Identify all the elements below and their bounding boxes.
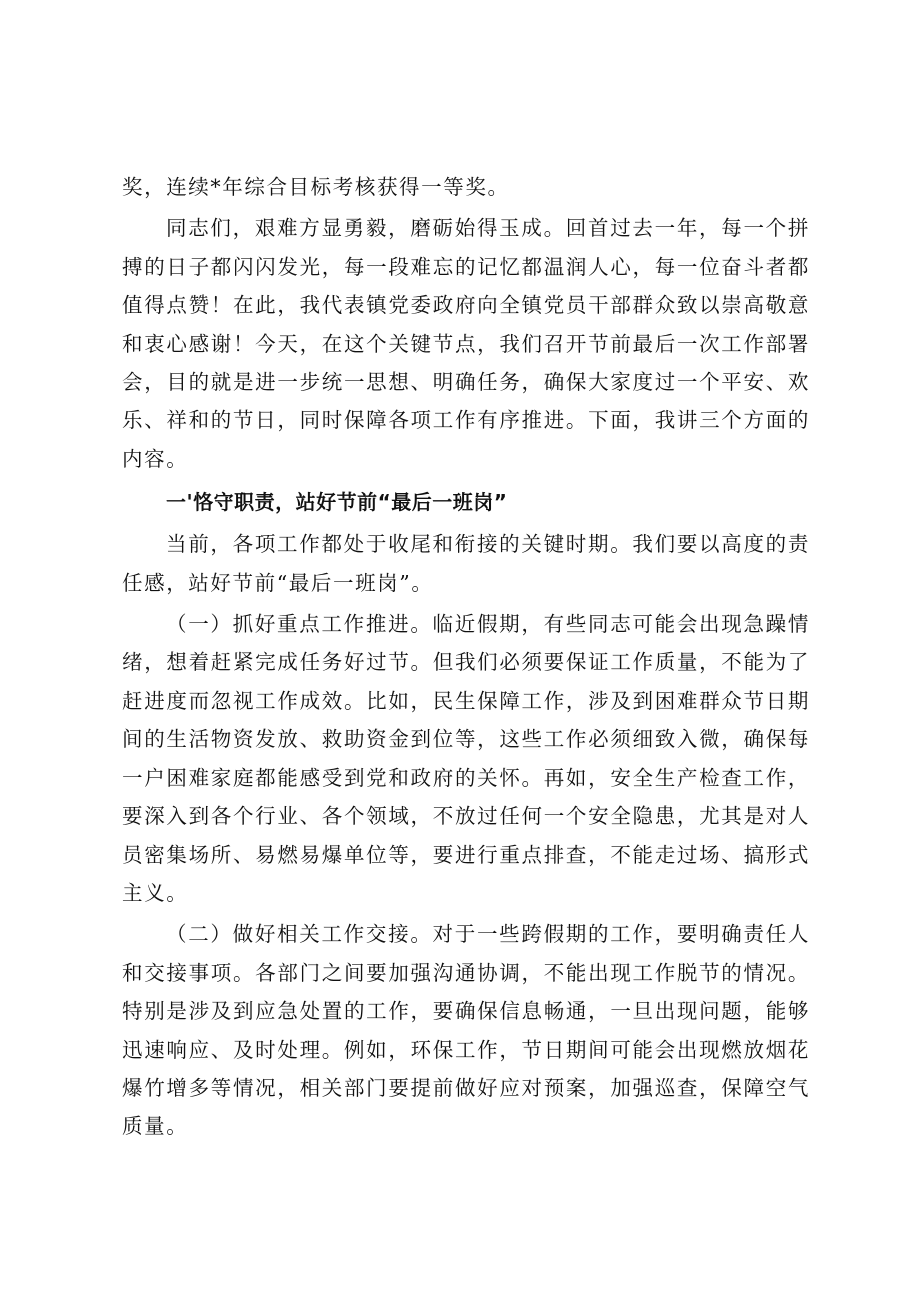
paragraph-opening-remarks: 同志们，艰难方显勇毅，磨砺始得玉成。回首过去一年，每一个拼搏的日子都闪闪发光，每一段难忘的记忆都温润人心，每一位奋斗者都值得点赞！在此，我代表镇党委政府向全镇党员干部群众致以崇高敬意和衷心感谢！今天，在这个关键节点，我们召开节前最后一次工作部署会，目的就是进一步统一思想、明确任务，确保大家度过一个平安、欢乐、祥和的节日，同时保障各项工作有序推进。下面，我讲三个方面的内容。 [122, 216, 810, 471]
paragraph-section-intro: 当前，各项工作都处于收尾和衔接的关键时期。我们要以高度的责任感，站好节前“最后一班岗”。 [122, 532, 810, 595]
document-body [122, 168, 810, 1146]
section-heading-1: 一'恪守职责，站好节前“最后一班岗” [166, 490, 508, 515]
paragraph-continuation: 奖，连续*年综合目标考核获得一等奖。 [122, 175, 510, 199]
paragraph-work-handover: （二）做好相关工作交接。对于一些跨假期的工作，要明确责任人和交接事项。各部门之间要加强沟通协调，不能出现工作脱节的情况。特别是涉及到应急处置的工作，要确保信息畅通，一旦出现问题，能够迅速响应、及时处理。例如，环保工作，节日期间可能会出现燃放烟花爆竹增多等情况，相关部门要提前做好应对预案，加强巡查，保障空气质量。 [122, 922, 810, 1139]
paragraph-key-work: （一）抓好重点工作推进。临近假期，有些同志可能会出现急躁情绪，想着赶紧完成任务好过节。但我们必须要保证工作质量，不能为了赶进度而忽视工作成效。比如，民生保障工作，涉及到困难群众节日期间的生活物资发放、救助资金到位等，这些工作必须细致入微，确保每一户困难家庭都能感受到党和政府的关怀。再如，安全生产检查工作，要深入到各个行业、各个领域，不放过任何一个安全隐患，尤其是对人员密集场所、易燃易爆单位等，要进行重点排查，不能走过场、搞形式主义。 [122, 612, 810, 905]
